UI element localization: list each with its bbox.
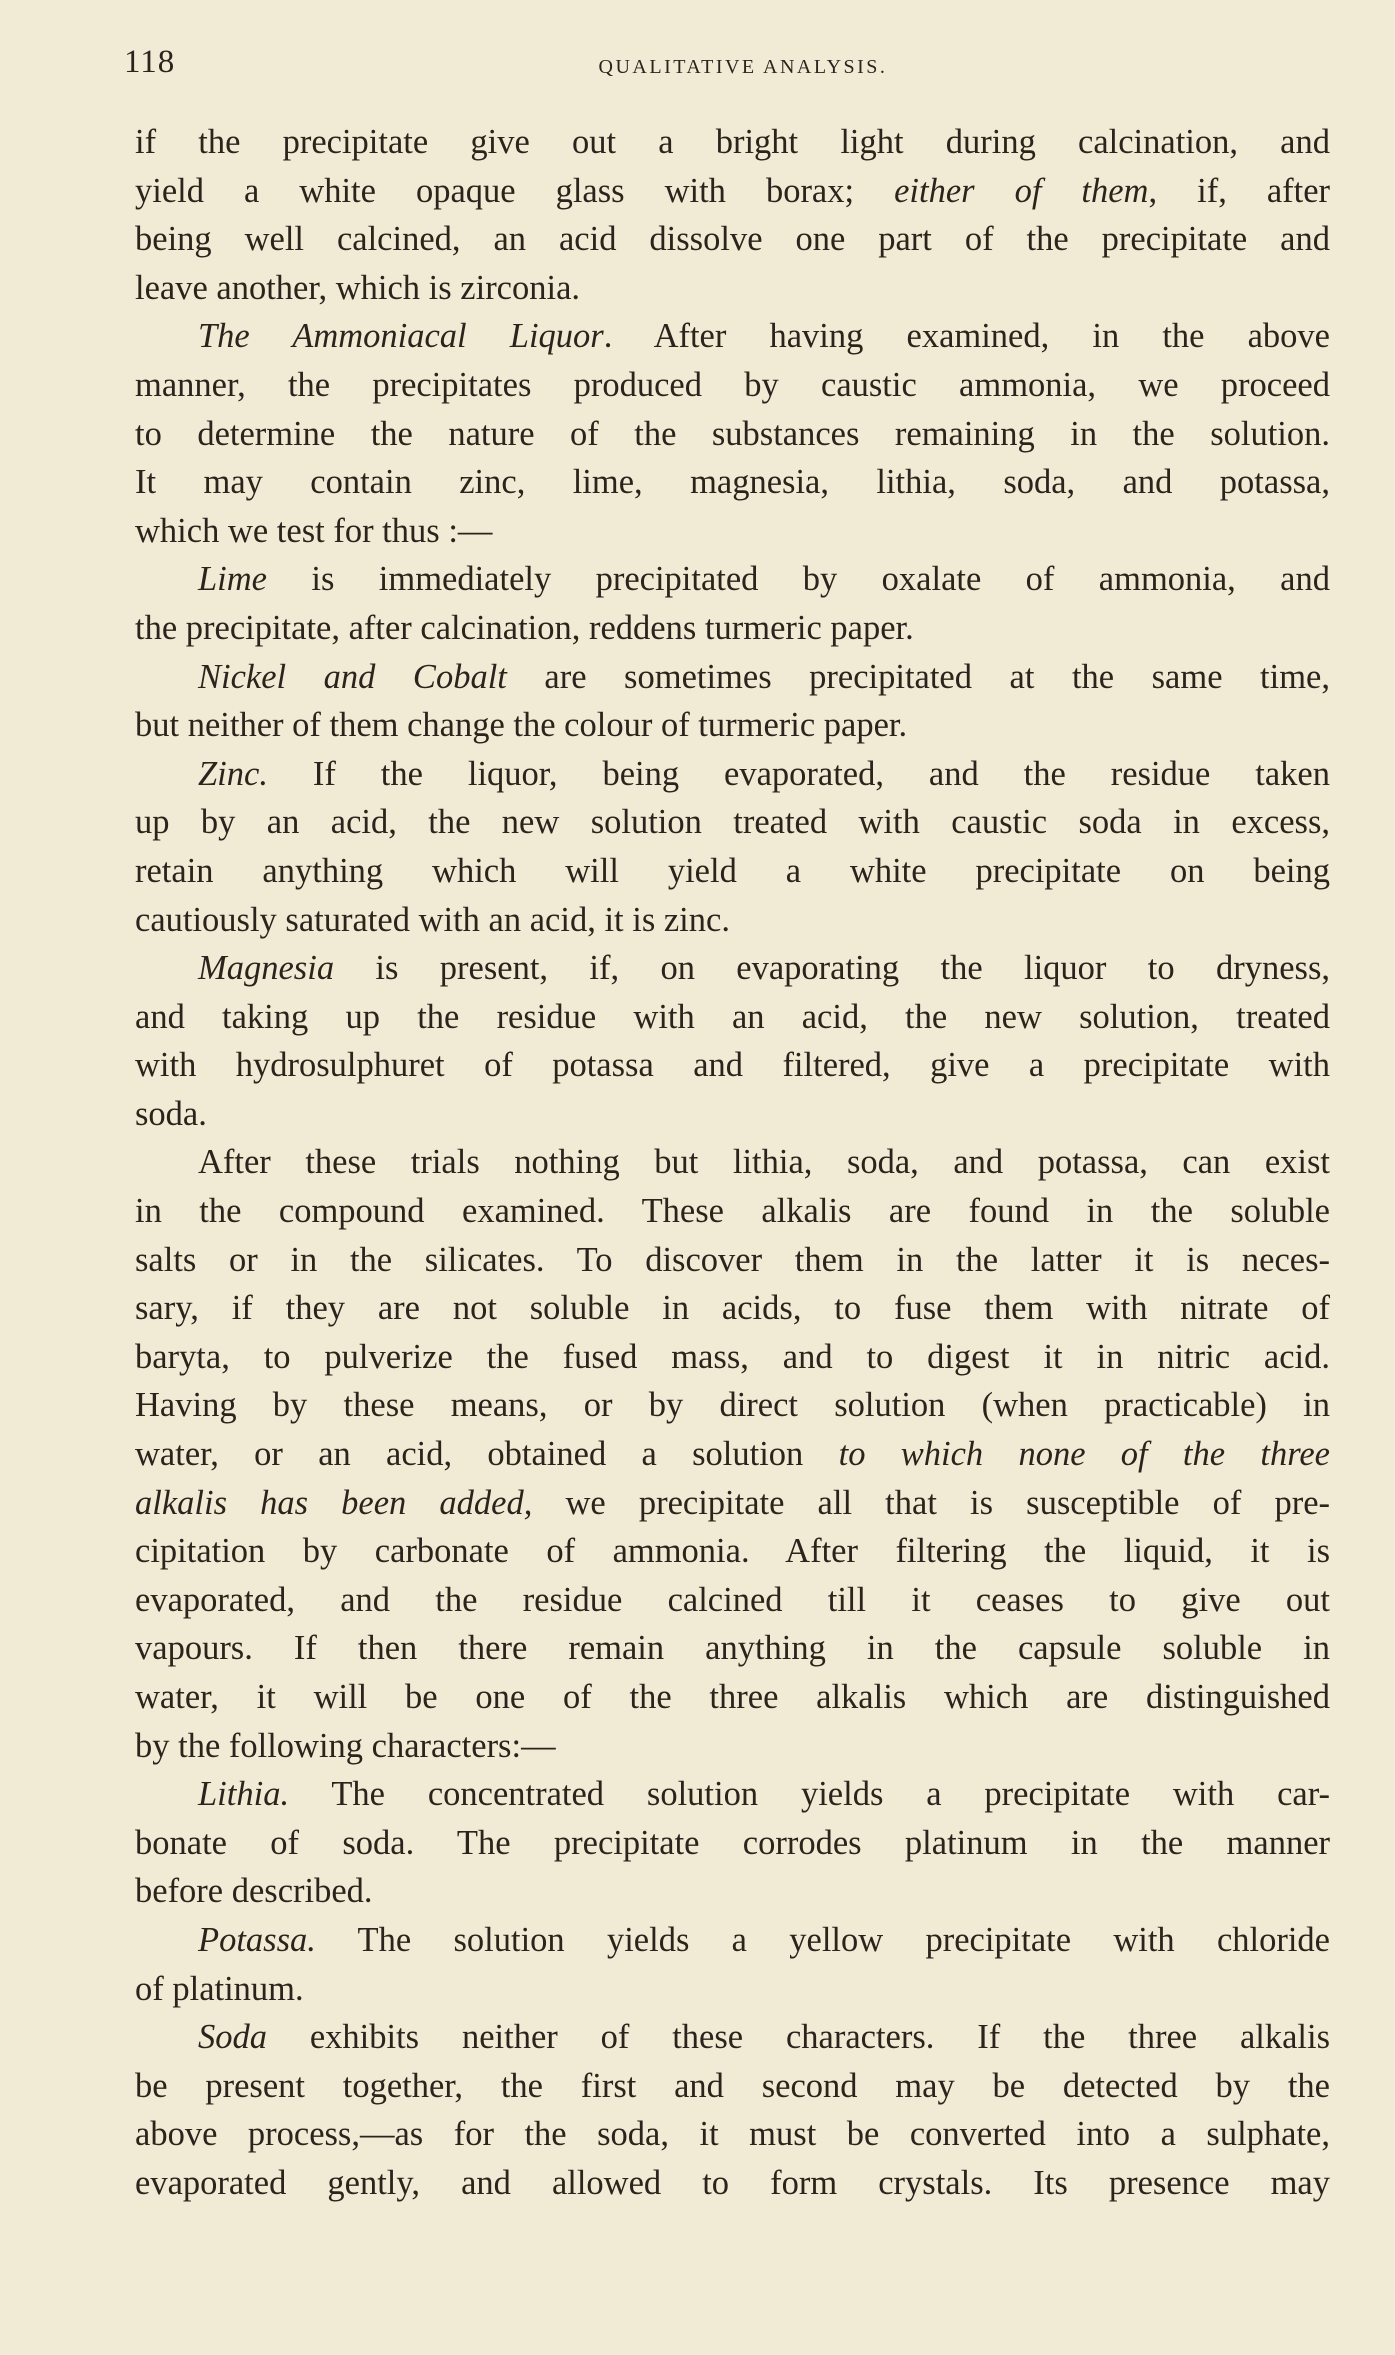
text-segment: vapours. If then there remain anything in the capsule soluble in [135,1629,1330,1668]
text-line [135,847,1330,896]
text-segment: , if, after [1148,171,1331,210]
text-line [135,1430,1330,1479]
text-line [135,750,1330,799]
text-segment: which we test for thus :— [135,511,493,550]
text-segment: retain anything which will yield a white precipitate on being [135,851,1330,890]
text-line [135,1236,1330,1285]
text-line [135,1819,1330,1868]
text-line [135,1138,1330,1187]
text-line [135,1187,1330,1236]
italic-text: Zinc. [198,754,268,793]
text-line [135,1527,1330,1576]
page-number: 118 [124,44,176,80]
text-segment: of platinum. [135,1969,304,2008]
italic-text: Soda [198,2018,267,2057]
text-line [135,993,1330,1042]
text-line [135,1624,1330,1673]
text-line [135,264,1330,313]
text-line [135,896,1330,945]
text-line [135,167,1330,216]
text-segment: is immediately precipitated by oxalate of ammonia, and [267,560,1330,599]
text-line [135,2110,1330,2159]
text-line [135,555,1330,604]
text-segment: manner, the precipitates produced by caustic ammonia, we proceed [135,365,1330,404]
text-line [135,1965,1330,2014]
text-line [135,1284,1330,1333]
text-segment: up by an acid, the new solution treated with caustic soda in excess, [135,803,1330,842]
text-segment: bonate of soda. The precipitate corrodes platinum in the manner [135,1823,1330,1862]
text-segment: if the precipitate give out a bright light during calcination, and [135,123,1330,161]
text-segment: evaporated gently, and allowed to form crystals. Its presence may [135,2163,1330,2202]
text-segment: water, it will be one of the three alkalis which are distinguished [135,1678,1330,1716]
text-line [135,507,1330,556]
text-segment: sary, if they are not soluble in acids, to fuse them with nitrate of [135,1289,1330,1328]
text-line [135,798,1330,847]
text-segment: The solution yields a yellow precipitate with chloride [315,1920,1330,1959]
text-segment: After these trials nothing but lithia, soda, and potassa, can exist [198,1143,1330,1182]
italic-text: to which none of the three [838,1435,1330,1474]
text-segment: cipitation by carbonate of ammonia. After filtering the liquid, it is [135,1532,1330,1571]
text-line [135,1333,1330,1382]
text-line [135,361,1330,410]
text-segment: above process,—as for the soda, it must be converted into a sulphate, [135,2115,1330,2154]
text-segment: If the liquor, being evaporated, and the residue taken [267,754,1330,793]
text-line [135,944,1330,993]
text-line [135,458,1330,507]
text-segment: and taking up the residue with an acid, the new solution, treated [135,997,1330,1036]
text-line [135,1090,1330,1139]
running-head: QUALITATIVE ANALYSIS. [598,56,888,78]
text-segment: evaporated, and the residue calcined till it ceases to give out [135,1580,1330,1619]
text-segment: in the compound examined. These alkalis are found in the soluble [135,1192,1330,1231]
text-line [135,1770,1330,1819]
text-segment: before described. [135,1872,373,1911]
text-segment: salts or in the silicates. To discover them in the latter it is neces- [135,1240,1330,1279]
text-line [135,2159,1330,2208]
text-line [135,1916,1330,1965]
text-segment: are sometimes precipitated at the same time, [506,657,1330,696]
text-segment: but neither of them change the colour of turmeric paper. [135,706,908,745]
text-line [135,1041,1330,1090]
text-segment: soda. [135,1094,207,1133]
text-line [135,1479,1330,1528]
italic-text: Nickel and Cobalt [198,657,507,696]
text-segment: It may contain zinc, lime, magnesia, lithia, soda, and potassa, [135,463,1330,502]
text-segment: yield a white opaque glass with borax; [135,171,895,210]
italic-text: Magnesia [198,949,335,988]
text-segment: exhibits neither of these characters. If the three alkalis [267,2018,1330,2057]
text-line [135,653,1330,702]
text-line [135,118,1330,167]
text-segment: be present together, the first and second may be detected by the [135,2066,1330,2105]
text-line [135,604,1330,653]
text-line [135,215,1330,264]
text-line [135,2062,1330,2111]
text-segment: by the following characters:— [135,1726,556,1765]
text-line [135,1867,1330,1916]
text-line [135,312,1330,361]
text-segment: cautiously saturated with an acid, it is zinc. [135,900,730,939]
text-segment: we precipitate all that is susceptible of pre- [532,1483,1330,1522]
text-segment: leave another, which is zirconia. [135,268,581,307]
text-segment: the precipitate, after calcination, reddens turmeric paper. [135,608,914,647]
text-segment: Having by these means, or by direct solution (when practicable) in [135,1386,1330,1425]
text-segment: to determine the nature of the substances remaining in the solution. [135,414,1330,453]
text-segment: with hydrosulphuret of potassa and filtered, give a precipitate with [135,1046,1330,1085]
text-segment: . After having examined, in the above [603,317,1330,356]
italic-text: Lithia. [198,1775,290,1814]
italic-text: either of them [894,171,1149,210]
text-line [135,1722,1330,1771]
text-segment: being well calcined, an acid dissolve one part of the precipitate and [135,220,1330,259]
italic-text: Lime [198,560,267,599]
text-line [135,2013,1330,2062]
italic-text: Potassa. [198,1920,316,1959]
page-header [124,44,1332,84]
text-segment: The concentrated solution yields a precipitate with car- [289,1775,1330,1814]
italic-text: alkalis has been added, [135,1483,533,1522]
text-line [135,1673,1330,1722]
text-line [135,1576,1330,1625]
italic-text: The Ammoniacal Liquor [198,317,604,356]
text-segment: baryta, to pulverize the fused mass, and to digest it in nitric acid. [135,1337,1330,1376]
text-line [135,701,1330,750]
text-segment: water, or an acid, obtained a solution [135,1435,839,1474]
text-line [135,410,1330,459]
text-segment: is present, if, on evaporating the liquor to dryness, [334,949,1330,988]
text-line [135,1381,1330,1430]
body-text [135,118,1330,2208]
